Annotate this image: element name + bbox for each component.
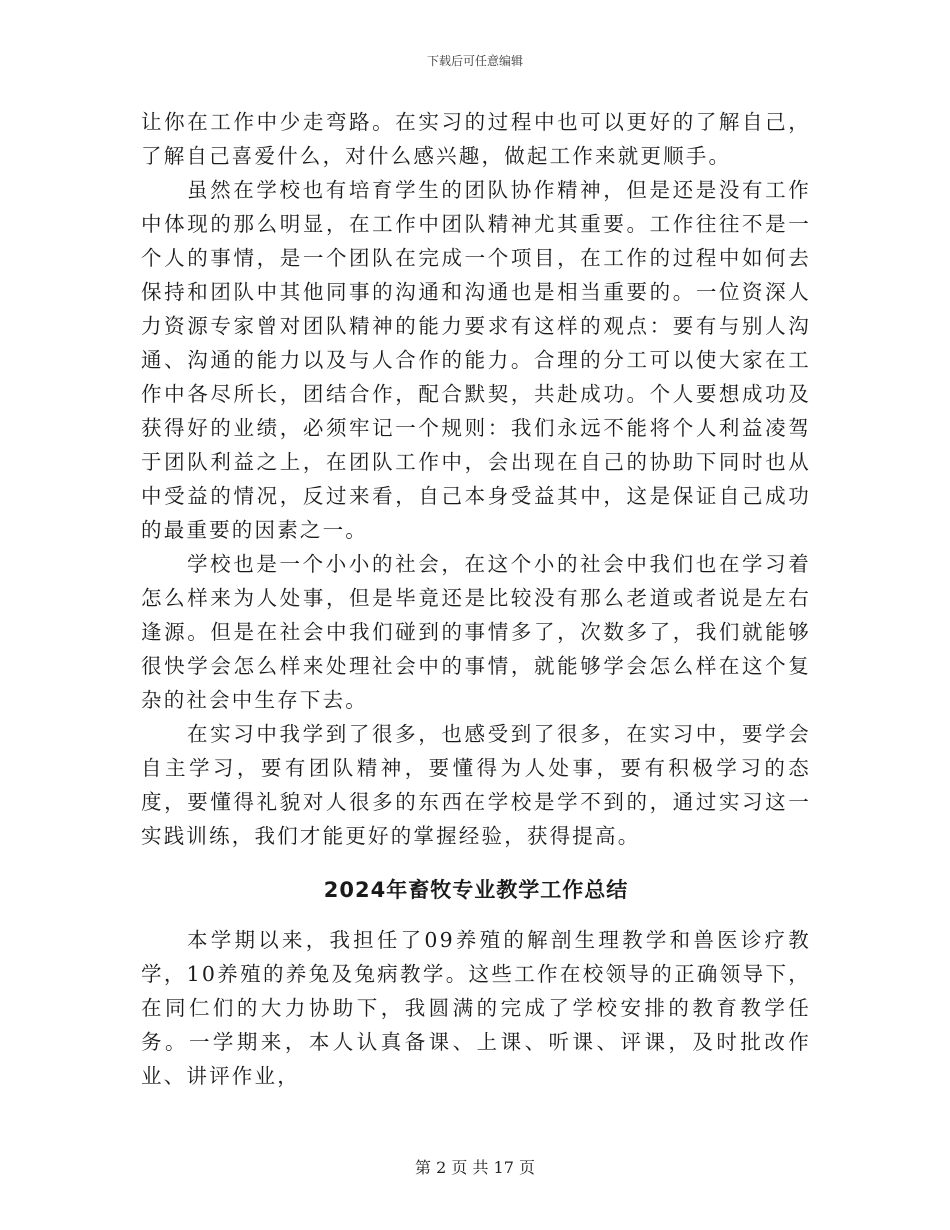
header-note: 下载后可任意编辑	[426, 54, 523, 68]
paragraph-2: 虽然在学校也有培育学生的团队协作精神，但是还是没有工作中体现的那么明显，在工作中团队精神尤其重要。工作往往不是一个人的事情，是一个团队在完成一个项目，在工作的过程中如何去保持和团队中其他同事的沟通和沟通也是相当重要的。一位资深人力资源专家曾对团队精神的能力要求有这样的观点：要有与别人沟通、沟通的能力以及与人合作的能力。合理的分工可以使大家在工作中各尽所长，团结合作，配合默契，共赴成功。个人要想成功及获得好的业绩，必须牢记一个规则：我们永远不能将个人利益凌驾于团队利益之上，在团队工作中，会出现在自己的协助下同时也从中受益的情况，反过来看，自己本身受益其中，这是保证自己成功的最重要的因素之一。	[141, 178, 811, 542]
page-number-footer: 第 2 页 共 17 页	[415, 1158, 535, 1177]
paragraph-1: 让你在工作中少走弯路。在实习的过程中也可以更好的了解自己，了解自己喜爱什么，对什么感兴趣，做起工作来就更顺手。	[141, 110, 811, 168]
section-paragraph-1: 本学期以来，我担任了09养殖的解剖生理教学和兽医诊疗教学，10养殖的养兔及兔病教学。这些工作在校领导的正确领导下，在同仁们的大力协助下，我圆满的完成了学校安排的教育教学任务。一学期来，本人认真备课、上课、听课、评课，及时批改作业、讲评作业，	[141, 928, 811, 1088]
section-title: 2024年畜牧专业教学工作总结	[323, 878, 629, 902]
paragraph-4: 在实习中我学到了很多，也感受到了很多，在实习中，要学会自主学习，要有团队精神，要懂得为人处事，要有积极学习的态度，要懂得礼貌对人很多的东西在学校是学不到的，通过实习这一实践训练，我们才能更好的掌握经验，获得提高。	[141, 722, 811, 848]
document-body	[141, 105, 811, 1093]
paragraph-3: 学校也是一个小小的社会，在这个小的社会中我们也在学习着怎么样来为人处事，但是毕竟还是比较没有那么老道或者说是左右逢源。但是在社会中我们碰到的事情多了，次数多了，我们就能够很快学会怎么样来处理社会中的事情，就能够学会怎么样在这个复杂的社会中生存下去。	[141, 552, 811, 712]
